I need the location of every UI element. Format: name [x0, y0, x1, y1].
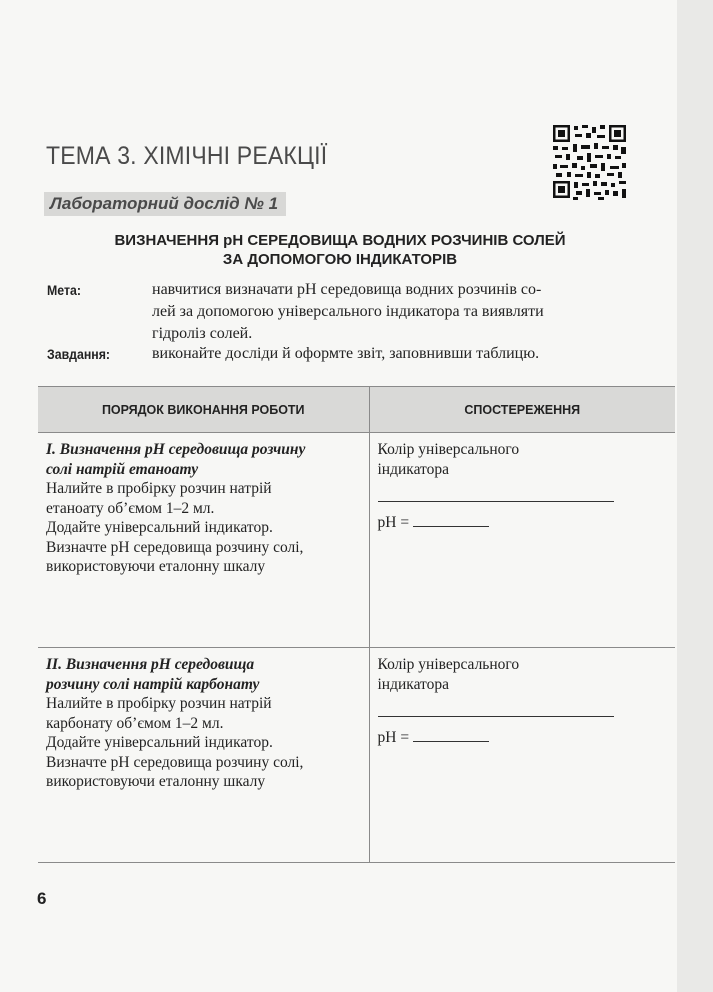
goal-line-3: гідроліз солей.	[152, 325, 253, 342]
heading-line-1: ВИЗНАЧЕННЯ pH СЕРЕДОВИЩА ВОДНИХ РОЗЧИНІВ СОЛЕЙ	[114, 232, 566, 249]
step-line: карбонату об’ємом 1–2 мл.	[46, 714, 224, 732]
step-line: етаноату об’ємом 1–2 мл.	[46, 499, 215, 517]
table-row	[38, 648, 675, 863]
goal-label: Мета:	[47, 282, 81, 298]
step-line: Налийте в пробірку розчин натрій	[46, 695, 272, 712]
obs-line-1: Колір універсального	[377, 441, 520, 458]
lab-experiment-label: Лабораторний дослід № 1	[44, 192, 286, 216]
page-number: 6	[37, 889, 47, 908]
step-line: Налийте в пробірку розчин натрій	[46, 480, 272, 497]
step-line: Визначте pH середовища розчину солі,	[46, 753, 304, 771]
step-title-line-1: І. Визначення pH середовища розчину	[46, 441, 306, 458]
table-row	[38, 433, 675, 648]
goal-text	[152, 279, 622, 345]
ph-label: pH =	[377, 729, 410, 746]
observation-cell	[369, 648, 675, 863]
ph-answer-field[interactable]	[413, 512, 489, 527]
step-line: використовуючи еталонну шкалу	[46, 773, 266, 790]
obs-line-1: Колір універсального	[377, 656, 520, 673]
header-observations: СПОСТЕРЕЖЕННЯ	[369, 387, 675, 433]
ph-row	[378, 727, 668, 748]
task-text: виконайте досліди й оформте звіт, заповнивши таблицю.	[152, 345, 540, 362]
step-title-line-2: розчину солі натрій карбонату	[46, 675, 260, 693]
heading-line-2: ЗА ДОПОМОГОЮ ІНДИКАТОРІВ	[222, 251, 458, 268]
observations-table	[38, 386, 675, 863]
color-answer-field[interactable]	[378, 702, 614, 717]
ph-answer-field[interactable]	[413, 727, 489, 742]
obs-line-2: індикатора	[377, 460, 450, 478]
experiment-heading	[40, 231, 640, 269]
procedure-cell	[38, 648, 369, 863]
step-line: використовуючи еталонну шкалу	[46, 558, 266, 575]
step-line: Додайте універсальний індикатор.	[46, 519, 273, 536]
header-procedure: ПОРЯДОК ВИКОНАННЯ РОБОТИ	[38, 387, 369, 433]
table-header-row	[38, 387, 675, 433]
ph-row	[378, 512, 668, 533]
step-title-line-1: ІІ. Визначення pH середовища	[46, 656, 255, 673]
obs-line-2: індикатора	[377, 675, 450, 693]
color-answer-field[interactable]	[378, 487, 614, 502]
observation-cell	[369, 433, 675, 648]
goal-line-2: лей за допомогою універсального індикатора та виявляти	[152, 303, 544, 320]
goal-line-1: навчитися визначати pH середовища водних розчинів со-	[152, 281, 542, 298]
task-label: Завдання:	[47, 346, 111, 362]
procedure-cell	[38, 433, 369, 648]
ph-label: pH =	[377, 514, 410, 531]
step-line: Додайте універсальний індикатор.	[46, 734, 273, 751]
step-title-line-2: солі натрій етаноату	[46, 460, 199, 478]
qr-code[interactable]	[553, 125, 629, 201]
topic-title: ТЕМА 3. ХІМІЧНІ РЕАКЦІЇ	[46, 142, 328, 170]
step-line: Визначте pH середовища розчину солі,	[46, 538, 304, 556]
